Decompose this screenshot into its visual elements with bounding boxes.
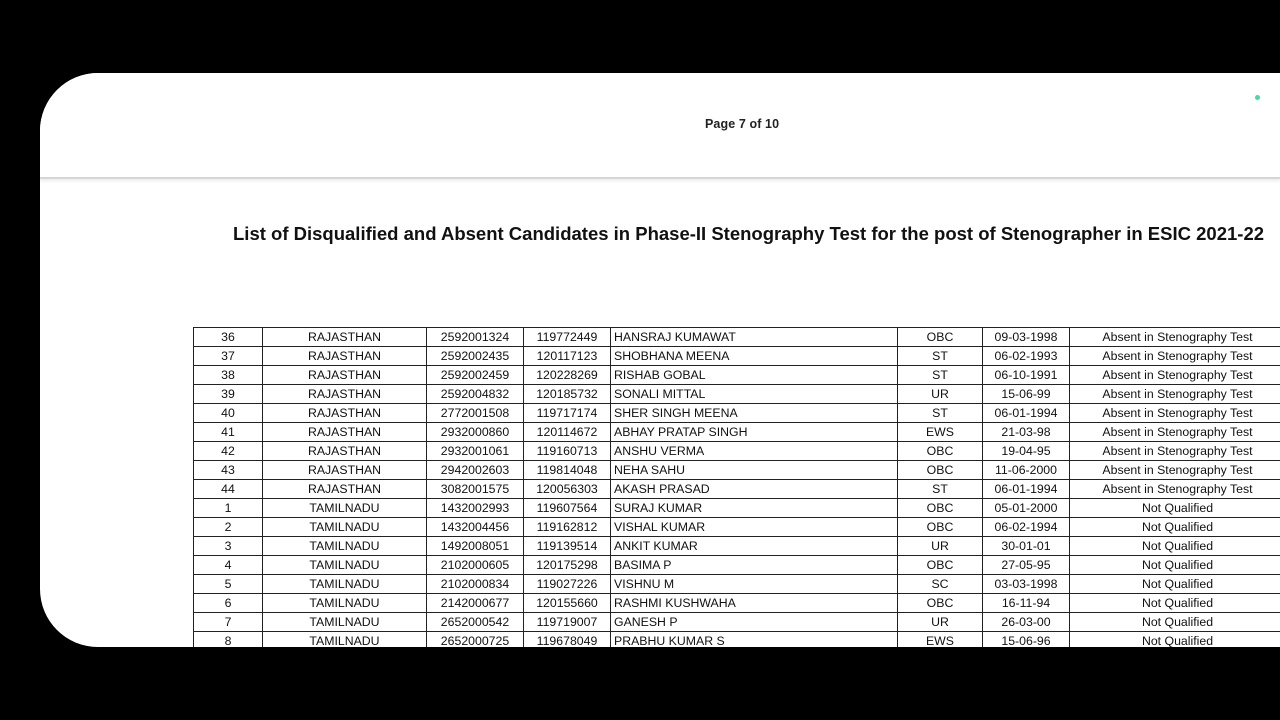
candidate-name-cell: PRABHU KUMAR S — [611, 632, 898, 648]
state-cell: RAJASTHAN — [263, 385, 427, 404]
candidate-name-cell: AKASH PRASAD — [611, 480, 898, 499]
table-row — [194, 575, 1280, 594]
serial-number-cell: 2 — [194, 518, 263, 537]
category-cell: ST — [898, 366, 983, 385]
state-cell: RAJASTHAN — [263, 423, 427, 442]
category-cell: ST — [898, 404, 983, 423]
category-cell: OBC — [898, 594, 983, 613]
application-number-cell: 119160713 — [524, 442, 611, 461]
roll-number-cell: 1492008051 — [427, 537, 524, 556]
roll-number-cell: 1432004456 — [427, 518, 524, 537]
category-cell: OBC — [898, 461, 983, 480]
state-cell: RAJASTHAN — [263, 328, 427, 347]
application-number-cell: 120175298 — [524, 556, 611, 575]
candidate-name-cell: ABHAY PRATAP SINGH — [611, 423, 898, 442]
category-cell: UR — [898, 385, 983, 404]
state-cell: TAMILNADU — [263, 594, 427, 613]
candidate-name-cell: VISHNU M — [611, 575, 898, 594]
roll-number-cell: 1432002993 — [427, 499, 524, 518]
candidate-name-cell: SHOBHANA MEENA — [611, 347, 898, 366]
table-row — [194, 594, 1280, 613]
date-of-birth-cell: 05-01-2000 — [983, 499, 1070, 518]
serial-number-cell: 38 — [194, 366, 263, 385]
candidate-name-cell: SONALI MITTAL — [611, 385, 898, 404]
status-cell: Not Qualified — [1070, 594, 1280, 613]
category-cell: UR — [898, 613, 983, 632]
date-of-birth-cell: 16-11-94 — [983, 594, 1070, 613]
document-title: List of Disqualified and Absent Candidates in Phase-II Stenography Test for the post of Stenographer in ESIC 2021-22 — [233, 223, 1265, 244]
serial-number-cell: 43 — [194, 461, 263, 480]
table-row — [194, 442, 1280, 461]
application-number-cell: 119162812 — [524, 518, 611, 537]
serial-number-cell: 42 — [194, 442, 263, 461]
category-cell: OBC — [898, 556, 983, 575]
application-number-cell: 119607564 — [524, 499, 611, 518]
table-row — [194, 518, 1280, 537]
serial-number-cell: 7 — [194, 613, 263, 632]
serial-number-cell: 36 — [194, 328, 263, 347]
application-number-cell: 120056303 — [524, 480, 611, 499]
state-cell: RAJASTHAN — [263, 347, 427, 366]
date-of-birth-cell: 26-03-00 — [983, 613, 1070, 632]
date-of-birth-cell: 06-01-1994 — [983, 480, 1070, 499]
table-row — [194, 556, 1280, 575]
date-of-birth-cell: 03-03-1998 — [983, 575, 1070, 594]
status-cell: Not Qualified — [1070, 499, 1280, 518]
state-cell: RAJASTHAN — [263, 404, 427, 423]
roll-number-cell: 2142000677 — [427, 594, 524, 613]
table-row — [194, 366, 1280, 385]
page-header — [40, 73, 1280, 179]
document-page — [40, 73, 1280, 647]
date-of-birth-cell: 11-06-2000 — [983, 461, 1070, 480]
table-row — [194, 328, 1280, 347]
date-of-birth-cell: 06-02-1993 — [983, 347, 1070, 366]
application-number-cell: 120114672 — [524, 423, 611, 442]
serial-number-cell: 3 — [194, 537, 263, 556]
roll-number-cell: 2772001508 — [427, 404, 524, 423]
category-cell: ST — [898, 347, 983, 366]
table-row — [194, 480, 1280, 499]
state-cell: TAMILNADU — [263, 575, 427, 594]
status-cell: Absent in Stenography Test — [1070, 480, 1280, 499]
category-cell: EWS — [898, 632, 983, 648]
roll-number-cell: 2942002603 — [427, 461, 524, 480]
state-cell: TAMILNADU — [263, 632, 427, 648]
status-cell: Absent in Stenography Test — [1070, 385, 1280, 404]
candidate-name-cell: VISHAL KUMAR — [611, 518, 898, 537]
date-of-birth-cell: 21-03-98 — [983, 423, 1070, 442]
status-cell: Not Qualified — [1070, 537, 1280, 556]
candidates-table — [193, 327, 1280, 647]
page-number: Page 7 of 10 — [705, 117, 780, 131]
table-row — [194, 385, 1280, 404]
status-cell: Not Qualified — [1070, 556, 1280, 575]
date-of-birth-cell: 27-05-95 — [983, 556, 1070, 575]
roll-number-cell: 2592002459 — [427, 366, 524, 385]
serial-number-cell: 8 — [194, 632, 263, 648]
serial-number-cell: 40 — [194, 404, 263, 423]
application-number-cell: 120228269 — [524, 366, 611, 385]
table-row — [194, 632, 1280, 648]
candidate-name-cell: RASHMI KUSHWAHA — [611, 594, 898, 613]
table-body — [194, 328, 1280, 648]
serial-number-cell: 1 — [194, 499, 263, 518]
serial-number-cell: 41 — [194, 423, 263, 442]
date-of-birth-cell: 15-06-99 — [983, 385, 1070, 404]
table-row — [194, 537, 1280, 556]
serial-number-cell: 44 — [194, 480, 263, 499]
candidate-name-cell: HANSRAJ KUMAWAT — [611, 328, 898, 347]
status-cell: Absent in Stenography Test — [1070, 366, 1280, 385]
date-of-birth-cell: 06-10-1991 — [983, 366, 1070, 385]
category-cell: SC — [898, 575, 983, 594]
roll-number-cell: 2652000542 — [427, 613, 524, 632]
state-cell: TAMILNADU — [263, 537, 427, 556]
status-dot — [1255, 95, 1260, 100]
state-cell: RAJASTHAN — [263, 366, 427, 385]
category-cell: ST — [898, 480, 983, 499]
application-number-cell: 119719007 — [524, 613, 611, 632]
state-cell: TAMILNADU — [263, 518, 427, 537]
candidate-name-cell: RISHAB GOBAL — [611, 366, 898, 385]
status-cell: Not Qualified — [1070, 632, 1280, 648]
date-of-birth-cell: 06-02-1994 — [983, 518, 1070, 537]
roll-number-cell: 2932000860 — [427, 423, 524, 442]
date-of-birth-cell: 19-04-95 — [983, 442, 1070, 461]
serial-number-cell: 4 — [194, 556, 263, 575]
state-cell: RAJASTHAN — [263, 461, 427, 480]
status-cell: Not Qualified — [1070, 613, 1280, 632]
table-row — [194, 423, 1280, 442]
serial-number-cell: 6 — [194, 594, 263, 613]
serial-number-cell: 5 — [194, 575, 263, 594]
candidate-name-cell: NEHA SAHU — [611, 461, 898, 480]
roll-number-cell: 3082001575 — [427, 480, 524, 499]
state-cell: TAMILNADU — [263, 499, 427, 518]
status-cell: Not Qualified — [1070, 518, 1280, 537]
roll-number-cell: 2592004832 — [427, 385, 524, 404]
status-cell: Absent in Stenography Test — [1070, 404, 1280, 423]
category-cell: OBC — [898, 442, 983, 461]
application-number-cell: 120185732 — [524, 385, 611, 404]
application-number-cell: 119814048 — [524, 461, 611, 480]
application-number-cell: 120155660 — [524, 594, 611, 613]
table-row — [194, 404, 1280, 423]
category-cell: EWS — [898, 423, 983, 442]
candidate-name-cell: GANESH P — [611, 613, 898, 632]
category-cell: OBC — [898, 499, 983, 518]
candidate-name-cell: SURAJ KUMAR — [611, 499, 898, 518]
date-of-birth-cell: 06-01-1994 — [983, 404, 1070, 423]
state-cell: RAJASTHAN — [263, 480, 427, 499]
status-cell: Absent in Stenography Test — [1070, 461, 1280, 480]
state-cell: TAMILNADU — [263, 613, 427, 632]
roll-number-cell: 2102000834 — [427, 575, 524, 594]
table-row — [194, 461, 1280, 480]
category-cell: UR — [898, 537, 983, 556]
table-row — [194, 613, 1280, 632]
application-number-cell: 119027226 — [524, 575, 611, 594]
table-row — [194, 499, 1280, 518]
roll-number-cell: 2592001324 — [427, 328, 524, 347]
roll-number-cell: 2652000725 — [427, 632, 524, 648]
application-number-cell: 119139514 — [524, 537, 611, 556]
category-cell: OBC — [898, 518, 983, 537]
serial-number-cell: 37 — [194, 347, 263, 366]
status-cell: Absent in Stenography Test — [1070, 442, 1280, 461]
status-cell: Absent in Stenography Test — [1070, 328, 1280, 347]
status-cell: Absent in Stenography Test — [1070, 423, 1280, 442]
application-number-cell: 119717174 — [524, 404, 611, 423]
candidates-table-container — [193, 327, 1280, 647]
candidate-name-cell: ANKIT KUMAR — [611, 537, 898, 556]
serial-number-cell: 39 — [194, 385, 263, 404]
state-cell: RAJASTHAN — [263, 442, 427, 461]
application-number-cell: 119678049 — [524, 632, 611, 648]
application-number-cell: 120117123 — [524, 347, 611, 366]
state-cell: TAMILNADU — [263, 556, 427, 575]
candidate-name-cell: ANSHU VERMA — [611, 442, 898, 461]
date-of-birth-cell: 15-06-96 — [983, 632, 1070, 648]
roll-number-cell: 2592002435 — [427, 347, 524, 366]
candidate-name-cell: BASIMA P — [611, 556, 898, 575]
roll-number-cell: 2102000605 — [427, 556, 524, 575]
status-cell: Not Qualified — [1070, 575, 1280, 594]
status-cell: Absent in Stenography Test — [1070, 347, 1280, 366]
roll-number-cell: 2932001061 — [427, 442, 524, 461]
table-row — [194, 347, 1280, 366]
category-cell: OBC — [898, 328, 983, 347]
application-number-cell: 119772449 — [524, 328, 611, 347]
candidate-name-cell: SHER SINGH MEENA — [611, 404, 898, 423]
date-of-birth-cell: 30-01-01 — [983, 537, 1070, 556]
date-of-birth-cell: 09-03-1998 — [983, 328, 1070, 347]
